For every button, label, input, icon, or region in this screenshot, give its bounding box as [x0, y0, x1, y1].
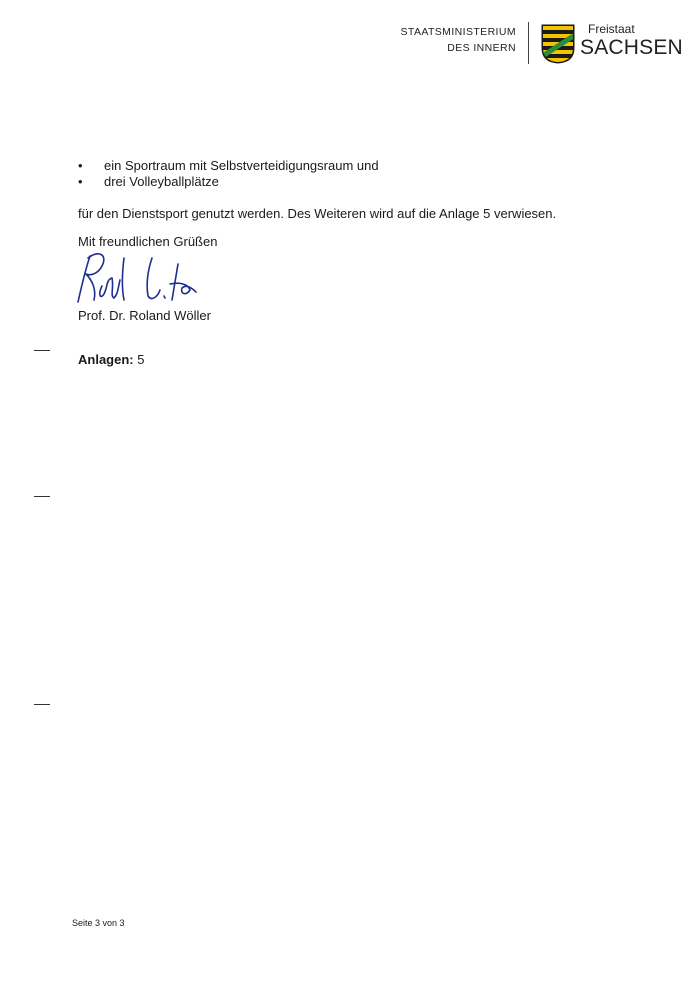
- attachments-line: [78, 352, 144, 367]
- signer-name: Prof. Dr. Roland Wöller: [78, 308, 211, 323]
- bullet-icon: •: [78, 174, 83, 189]
- handwritten-signature: [68, 244, 218, 314]
- attachments-label: Anlagen:: [78, 352, 134, 367]
- ministry-line-2: DES INNERN: [447, 42, 516, 54]
- brand-logo: [580, 22, 683, 60]
- bullet-icon: •: [78, 158, 83, 173]
- fold-mark: [34, 350, 50, 351]
- list-item-text: ein Sportraum mit Selbstverteidigungsraum und: [104, 158, 379, 173]
- bullet-list: [78, 158, 379, 190]
- brand-big-text: SACHSEN: [580, 36, 683, 59]
- list-item: [78, 174, 379, 190]
- header-divider: [528, 22, 529, 64]
- list-item: [78, 158, 379, 174]
- closing-salutation: Mit freundlichen Grüßen: [78, 234, 218, 249]
- fold-mark: [34, 704, 50, 705]
- ministry-line-1: STAATSMINISTERIUM: [400, 26, 516, 38]
- saxony-coat-of-arms-icon: [541, 24, 575, 64]
- list-item-text: drei Volleyballplätze: [104, 174, 219, 189]
- ministry-name: [401, 24, 517, 56]
- page-number: Seite 3 von 3: [72, 918, 125, 928]
- body-paragraph: für den Dienstsport genutzt werden. Des Weiteren wird auf die Anlage 5 verwiesen.: [78, 206, 557, 221]
- brand-small-text: Freistaat: [588, 22, 635, 36]
- fold-mark: [34, 496, 50, 497]
- attachments-value: 5: [137, 352, 145, 367]
